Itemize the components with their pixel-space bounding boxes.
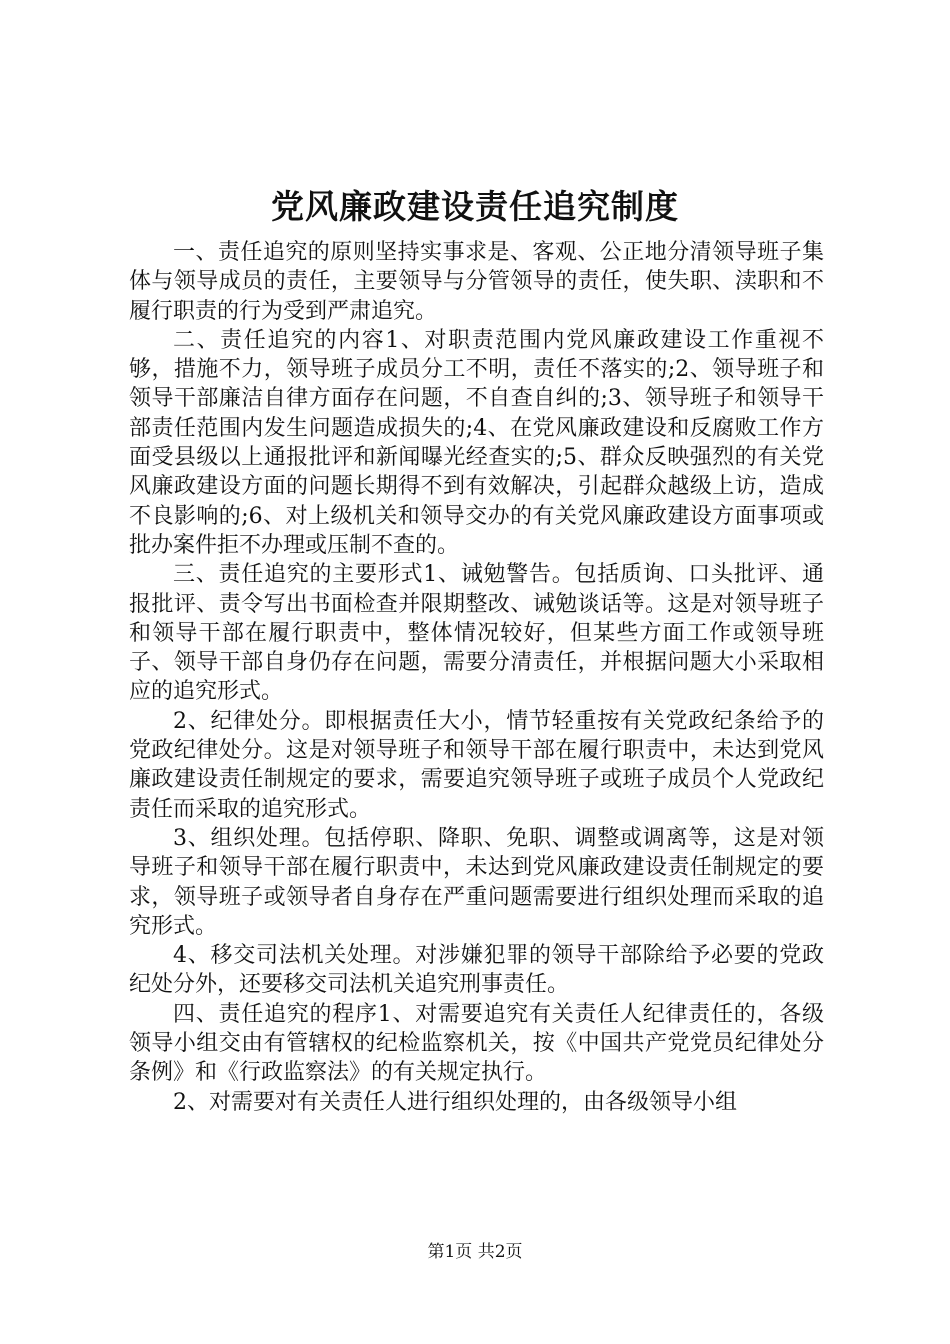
paragraph: 4、移交司法机关处理。对涉嫌犯罪的领导干部除给予必要的党政纪处分外，还要移交司法机关追究刑事责任。 [129,943,824,998]
paragraph: 四、责任追究的程序1、对需要追究有关责任人纪律责任的，各级领导小组交由有管辖权的纪检监察机关，按《中国共产党党员纪律处分条例》和《行政监察法》的有关规定执行。 [129,1001,824,1086]
paragraph: 一、责任追究的原则坚持实事求是、客观、公正地分清领导班子集体与领导成员的责任，主要领导与分管领导的责任，使失职、渎职和不履行职责的行为受到严肃追究。 [129,240,824,324]
page-number-footer: 第1页 共2页 [427,1242,523,1262]
paragraph: 二、责任追究的内容1、对职责范围内党风廉政建设工作重视不够，措施不力，领导班子成员分工不明，责任不落实的;2、领导班子和领导干部廉洁自律方面存在问题，不自查自纠的;3、领导班子和领导干部责任范围内发生问题造成损失的;4、在党风廉政建设和反腐败工作方面受县级以上通报批评和新闻曝光经查实的;5、群众反映强烈的有关党风廉政建设方面的问题长期得不到有效解决，引起群众越级上访，造成不良影响的;6、对上级机关和领导交办的有关党风廉政建设方面事项或批办案件拒不办理或压制不查的。 [129,327,824,558]
paragraph: 3、组织处理。包括停职、降职、免职、调整或调离等，这是对领导班子和领导干部在履行职责中，未达到党风廉政建设责任制规定的要求，领导班子或领导者自身存在严重问题需要进行组织处理而采取的追究形式。 [129,825,824,939]
paragraph: 2、纪律处分。即根据责任大小，情节轻重按有关党政纪条给予的党政纪律处分。这是对领导班子和领导干部在履行职责中，未达到党风廉政建设责任制规定的要求，需要追究领导班子或班子成员个人党政纪责任而采取的追究形式。 [129,708,824,822]
paragraph: 2、对需要对有关责任人进行组织处理的，由各级领导小组 [173,1089,737,1115]
document-title: 党风廉政建设责任追究制度 [271,187,679,226]
document-body [129,238,824,1117]
paragraph: 三、责任追究的主要形式1、诫勉警告。包括质询、口头批评、通报批评、责令写出书面检查并限期整改、诫勉谈话等。这是对领导班子和领导干部在履行职责中，整体情况较好，但某些方面工作或领导班子、领导干部自身仍存在问题，需要分清责任，并根据问题大小采取相应的追究形式。 [129,562,824,705]
